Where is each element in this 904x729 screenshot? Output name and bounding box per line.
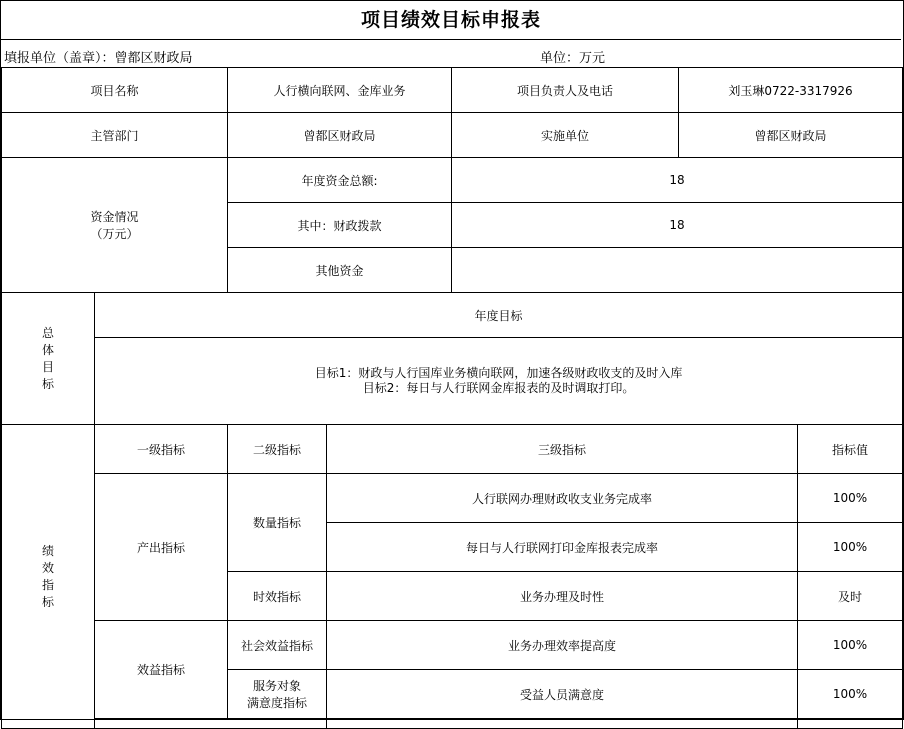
fill-unit-label: 填报单位（盖章）： (4, 51, 115, 66)
performance-label-char: 标 (41, 594, 54, 609)
funds-total-value: 18 (452, 158, 903, 203)
indicator-value: 100% (798, 474, 903, 523)
indicator-value: 及时 (798, 572, 903, 621)
overall-goal-label (2, 293, 95, 425)
goal-1: 目标1：财政与人行国库业务横向联网，加速各级财政收支的及时入库 (314, 366, 683, 380)
social-benefit-indicator: 社会效益指标 (228, 621, 327, 670)
level1-header: 一级指标 (95, 425, 228, 474)
funds-total-row (2, 158, 903, 203)
performance-label-char: 绩 (41, 543, 54, 558)
project-name-label: 项目名称 (2, 68, 228, 113)
impl-value: 曾都区财政局 (679, 113, 903, 158)
performance-label-char: 效 (41, 560, 54, 575)
impl-label: 实施单位 (452, 113, 679, 158)
satisfaction-indicator (228, 670, 327, 719)
overall-label-char: 体 (41, 342, 54, 357)
funds-other-value (452, 248, 903, 293)
level3-header: 三级指标 (327, 425, 798, 474)
satisfaction-line1: 服务对象 (253, 679, 302, 693)
project-name-value: 人行横向联网、金库业务 (228, 68, 452, 113)
overall-label-char: 目 (41, 359, 54, 374)
annual-goals (95, 338, 903, 425)
indicator-value: 100% (798, 621, 903, 670)
overall-label-char: 总 (41, 325, 54, 340)
quantity-indicator: 数量指标 (228, 474, 327, 572)
indicator-desc: 业务办理及时性 (327, 572, 798, 621)
value-header: 指标值 (798, 425, 903, 474)
timeliness-indicator: 时效指标 (228, 572, 327, 621)
funds-label-line2: （万元） (90, 227, 139, 241)
project-owner-label: 项目负责人及电话 (452, 68, 679, 113)
annual-goal-header-row (2, 293, 903, 338)
fill-unit-value: 曾都区财政局 (114, 51, 193, 66)
money-unit (540, 47, 605, 66)
funds-fiscal-value: 18 (452, 203, 903, 248)
indicator-desc: 每日与人行联网打印金库报表完成率 (327, 523, 798, 572)
performance-form-table (1, 67, 903, 729)
indicator-desc: 人行联网办理财政收支业务完成率 (327, 474, 798, 523)
overall-label-char: 标 (41, 376, 54, 391)
project-name-row (2, 68, 903, 113)
level2-header: 二级指标 (228, 425, 327, 474)
fill-unit (4, 47, 193, 66)
benefit-indicator: 效益指标 (95, 621, 228, 719)
goal-2: 目标2：每日与人行联网金库报表的及时调取打印。 (362, 381, 635, 395)
indicator-value: 100% (798, 523, 903, 572)
performance-label (2, 425, 95, 729)
indicator-value: 100% (798, 670, 903, 719)
project-owner-value: 刘玉琳0722-3317926 (679, 68, 903, 113)
funds-fiscal-label: 其中：财政拨款 (228, 203, 452, 248)
form-title: 项目绩效目标申报表 (1, 1, 901, 40)
dept-value: 曾都区财政局 (228, 113, 452, 158)
money-unit-value: 万元 (579, 51, 606, 66)
cut-off-row (2, 719, 903, 729)
indicator-row (2, 621, 903, 670)
funds-total-label: 年度资金总额: (228, 158, 452, 203)
satisfaction-line2: 满意度指标 (247, 696, 308, 710)
performance-label-char: 指 (41, 577, 54, 592)
annual-goal-header: 年度目标 (95, 293, 903, 338)
funds-label-line1: 资金情况 (90, 210, 139, 224)
funds-other-label: 其他资金 (228, 248, 452, 293)
dept-row (2, 113, 903, 158)
dept-label: 主管部门 (2, 113, 228, 158)
funds-label (2, 158, 228, 293)
annual-goal-row (2, 338, 903, 425)
indicator-desc: 受益人员满意度 (327, 670, 798, 719)
indicator-row (2, 474, 903, 523)
indicator-header-row (2, 425, 903, 474)
output-indicator: 产出指标 (95, 474, 228, 621)
indicator-desc: 业务办理效率提高度 (327, 621, 798, 670)
money-unit-label: 单位： (540, 51, 580, 66)
